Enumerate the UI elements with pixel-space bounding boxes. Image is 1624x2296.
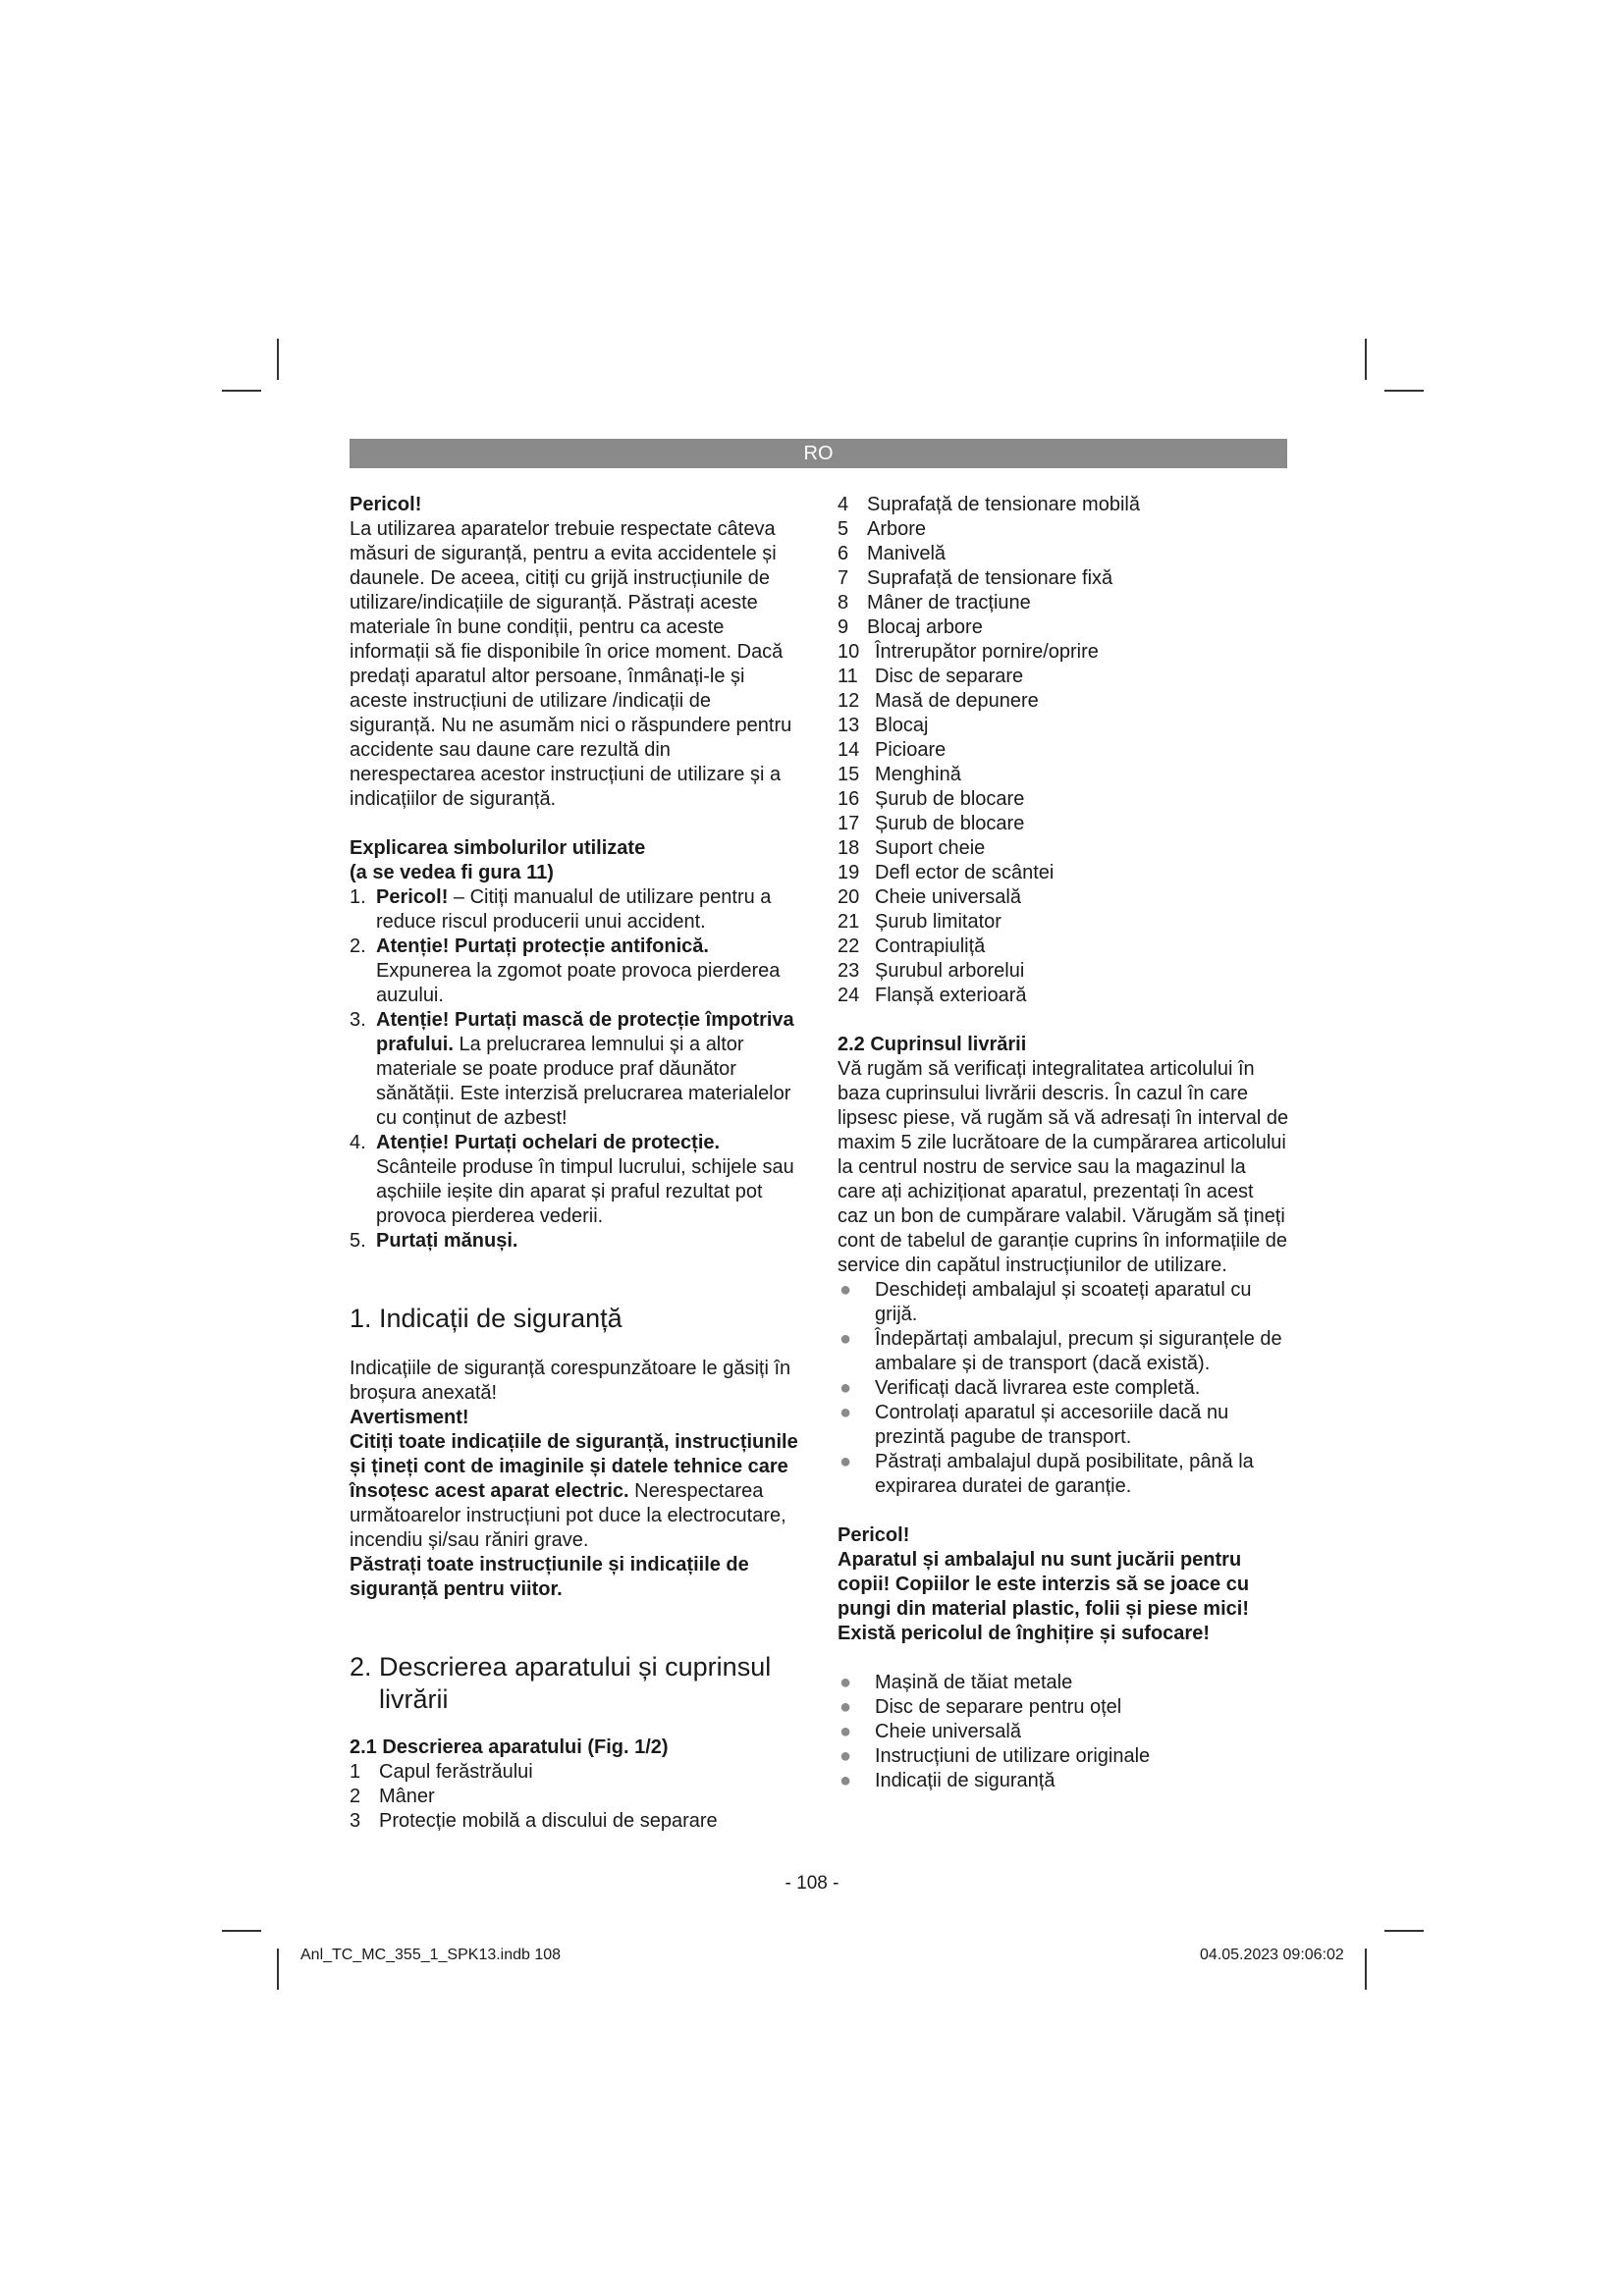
- list-item: ● Indicații de siguranță: [839, 1770, 1056, 1791]
- crop-mark: [1365, 339, 1367, 380]
- language-header-bar: [350, 439, 1287, 468]
- list-item: 18 Suport cheie: [838, 837, 986, 859]
- symbols-subtitle: (a se vedea fi gura 11): [350, 862, 554, 883]
- bullet-icon: ●: [839, 1377, 852, 1399]
- list-item: 23 Șurubul arborelui: [838, 960, 1025, 982]
- list-item: 1. Pericol! – Citiți manualul de utilizare pentru a reduce riscul producerii unui accident.: [350, 886, 772, 933]
- crop-mark: [1365, 1949, 1367, 1990]
- list-item: 20 Cheie universală: [838, 886, 1021, 908]
- list-item: 22 Contrapiuliță: [838, 935, 986, 957]
- list-item: 4 Suprafață de tensionare mobilă: [838, 494, 1140, 515]
- list-item: ● Păstrați ambalajul după posibilitate, până la expirarea duratei de garanție.: [839, 1451, 1254, 1497]
- parts-list-left: [350, 1760, 801, 1834]
- crop-mark: [1384, 390, 1424, 392]
- bullet-icon: ●: [839, 1672, 852, 1693]
- bullet-icon: ●: [839, 1328, 852, 1350]
- bullet-icon: ●: [839, 1745, 852, 1767]
- list-item: 3. Atenție! Purtați mască de protecție împotriva prafului. La prelucrarea lemnului și a altor materiale se poate produce praf dăunător sănătății. Este interzisă prelucrarea materialelor cu conținut de azbest!: [350, 1009, 794, 1129]
- danger-title: Pericol!: [838, 1524, 910, 1546]
- list-item: 7 Suprafață de tensionare fixă: [838, 567, 1113, 589]
- list-item: 4. Atenție! Purtați ochelari de protecție. Scânteile produse în timpul lucrului, schijele sau așchiile ieșite din aparat și praful rezultat pot provoca pierderea vederii.: [350, 1132, 794, 1227]
- list-item: 12 Masă de depunere: [838, 690, 1039, 712]
- crop-mark: [222, 390, 261, 392]
- list-item: 2. Atenție! Purtați protecție antifonică. Expunerea la zgomot poate provoca pierderea auzului.: [350, 935, 781, 1006]
- crop-mark: [1384, 1930, 1424, 1932]
- list-item: ● Controlați aparatul și accesoriile dacă nu prezintă pagube de transport.: [839, 1402, 1229, 1448]
- keep-instructions-note: Păstrați toate instrucțiunile și indicațiile de siguranță pentru viitor.: [350, 1554, 749, 1600]
- footer-timestamp: 04.05.2023 09:06:02: [1200, 1947, 1344, 1963]
- list-item: 14 Picioare: [838, 739, 947, 761]
- list-item: 5. Purtați mănuși.: [350, 1230, 518, 1252]
- right-column: [838, 493, 1289, 1793]
- warning-text: Citiți toate indicațiile de siguranță, instrucțiunile și țineți cont de imaginile și datele tehnice care însoțesc acest aparat electric. Nerespectarea următoarelor instrucțiuni pot duce la electrocutare, incendiu și/sau răniri grave.: [350, 1431, 798, 1551]
- warning-title: Avertisment!: [350, 1407, 469, 1428]
- list-item: 1 Capul ferăstrăului: [350, 1761, 533, 1783]
- footer-file-name: Anl_TC_MC_355_1_SPK13.indb 108: [300, 1947, 562, 1963]
- list-item: 19 Defl ector de scântei: [838, 862, 1055, 883]
- crop-mark: [277, 339, 279, 380]
- list-item: 21 Șurub limitator: [838, 911, 1001, 933]
- danger-text: Aparatul și ambalajul nu sunt jucării pentru copii! Copiilor le este interzis să se joace cu pungi din material plastic, folii și piese mici! Există pericolul de înghițire și sufocare!: [838, 1549, 1250, 1644]
- crop-mark: [277, 1949, 279, 1990]
- list-item: 2 Mâner: [350, 1786, 435, 1807]
- section-2-title: 2. Descrierea aparatului și cuprinsul livrării: [350, 1652, 772, 1714]
- bullet-icon: ●: [839, 1402, 852, 1423]
- list-item: ● Îndepărtați ambalajul, precum și siguranțele de ambalare și de transport (dacă există).: [839, 1328, 1282, 1374]
- pericol-title: Pericol!: [350, 494, 422, 515]
- symbols-title: Explicarea simbolurilor utilizate: [350, 837, 646, 859]
- bullet-icon: ●: [839, 1721, 852, 1742]
- bullet-icon: ●: [839, 1451, 852, 1472]
- list-item: ● Deschideți ambalajul și scoateți aparatul cu grijă.: [839, 1279, 1252, 1325]
- left-column: [350, 493, 801, 1834]
- list-item: 3 Protecție mobilă a discului de separare: [350, 1810, 718, 1832]
- delivery-contents-list: [838, 1671, 1289, 1793]
- list-item: 8 Mâner de tracțiune: [838, 592, 1031, 614]
- subsection-2-1-title: 2.1 Descrierea aparatului (Fig. 1/2): [350, 1736, 669, 1758]
- list-item: ● Verificați dacă livrarea este completă.: [839, 1377, 1201, 1399]
- section-1-title: 1. Indicații de siguranță: [350, 1304, 623, 1333]
- list-item: 15 Menghină: [838, 764, 961, 785]
- list-item: ● Instrucțiuni de utilizare originale: [839, 1745, 1151, 1767]
- language-code: RO: [803, 443, 834, 464]
- list-item: 11 Disc de separare: [838, 666, 1024, 687]
- bullet-icon: ●: [839, 1770, 852, 1791]
- list-item: 17 Șurub de blocare: [838, 813, 1025, 834]
- symbols-list: [350, 885, 801, 1254]
- parts-list-right: [838, 493, 1289, 1008]
- checklist: [838, 1278, 1289, 1499]
- crop-mark: [222, 1930, 261, 1932]
- list-item: 13 Blocaj: [838, 715, 929, 736]
- list-item: 24 Flanșă exterioară: [838, 985, 1027, 1006]
- list-item: 10 Întrerupător pornire/oprire: [838, 641, 1099, 663]
- subsection-2-2-title: 2.2 Cuprinsul livrării: [838, 1034, 1027, 1055]
- bullet-icon: ●: [839, 1279, 852, 1301]
- bullet-icon: ●: [839, 1696, 852, 1718]
- list-item: 16 Șurub de blocare: [838, 788, 1025, 810]
- section-1-intro: Indicațiile de siguranță corespunzătoare le găsiți în broșura anexată!: [350, 1358, 791, 1404]
- list-item: ● Mașină de tăiat metale: [839, 1672, 1073, 1693]
- subsection-2-2-text: Vă rugăm să verificați integralitatea articolului în baza cuprinsului livrării descris. În cazul în care lipsesc piese, vă rugăm să vă adresați în interval de maxim 5 zile lucrătoare de la cumpărarea articolului la centrul nostru de service sau la magazinul la care ați achiziționat aparatul, prezentați în acest caz un bon de cumpărare valabil. Vărugăm să țineți cont de tabelul de garanție cuprins în informațiile de service din capătul instrucțiunilor de utilizare.: [838, 1058, 1289, 1276]
- list-item: 5 Arbore: [838, 518, 927, 540]
- pericol-text: La utilizarea aparatelor trebuie respectate câteva măsuri de siguranță, pentru a evita accidentele și daunele. De aceea, citiți cu grijă instrucțiunile de utilizare/indicațiile de siguranță. Păstrați aceste materiale în bune condiții, pentru ca aceste informații să fie disponibile în orice moment. Dacă predați aparatul altor persoane, înmânați-le și aceste instrucțiuni de utilizare /indicații de siguranță. Nu ne asumăm nici o răspundere pentru accidente sau daune care rezultă din nerespectarea acestor instrucțiuni de utilizare și a indicațiilor de siguranță.: [350, 518, 792, 810]
- list-item: 9 Blocaj arbore: [838, 616, 983, 638]
- list-item: ● Disc de separare pentru oțel: [839, 1696, 1122, 1718]
- page-number: - 108 -: [785, 1873, 839, 1894]
- list-item: 6 Manivelă: [838, 543, 947, 564]
- list-item: ● Cheie universală: [839, 1721, 1021, 1742]
